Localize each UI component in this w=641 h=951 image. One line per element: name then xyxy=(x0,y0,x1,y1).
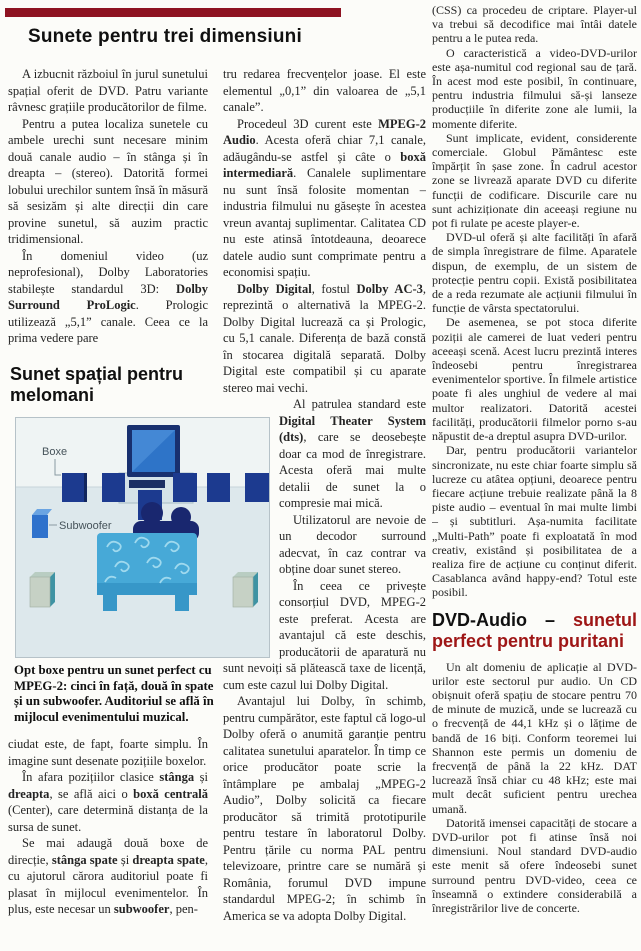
text: tru redarea frecvențelor joase. El este elementul „0,1” din valoarea de „5,1 canale”. xyxy=(223,67,426,114)
figure-caption: Opt boxe pentru un sunet perfect cu MPEG-2: cinci în față, două în spate și un subwoofer. Auditoriul se află în mijlocul evenimentului muzical. xyxy=(14,663,214,724)
column-1-top xyxy=(8,66,208,364)
column-3 xyxy=(432,3,637,951)
text: . Canalele suplimentare nu sunt însă folosite momentan – industria filmului nu găsește în acestea vreun avantaj suplimentar. Calitatea CD nu este atinsă întotdeauna, deoarece datele audio sunt comprimate pentru a economisi spațiu. xyxy=(223,166,426,279)
paragraph xyxy=(223,116,426,281)
text: În ceea ce privește consorțiul DVD, MPEG-2 este preferat. Acesta are avantajul că este deschis, producătorii de aparatură nu sunt nevoiți să plătească taxe de licență, cum este cazul lui Dolby Digital. xyxy=(223,578,426,692)
couch-leg-right xyxy=(175,593,189,611)
bold-text: Dolby Digital xyxy=(237,281,312,296)
text: A izbucnit războiul în jurul sunetului spațial oferit de DVD. Patru variante râvnesc grațiile producătorilor de filme. xyxy=(8,67,208,114)
paragraph xyxy=(8,736,208,769)
text: . Acesta oferă chiar 7,1 canale, adăugându-se astfel și câte o xyxy=(223,133,426,164)
column-2 xyxy=(223,66,426,951)
person-left-head xyxy=(141,502,163,524)
text: ciudat este, de fapt, foarte simplu. În imagine sunt desenate pozițiile boxelor. xyxy=(8,737,208,768)
text: Dar, pentru producătorii variantelor sincronizate, nu este chiar foarte simplu să lucreze cu atâtea opțiuni, deoarece pentru fiecare acțiune trebuie realizate până la 8 piste audio – eventual în mai multe limbi – și subtitluri. Așa-numita facilitate „Multi-Path” poate fi exploatată în mod creativ, existând și posibilitatea de a realiza fire de acțiune cu conținut diferit. Casablanca având happy-end? Totul este posibil. xyxy=(432,443,637,600)
bold-text: boxă intermediară xyxy=(223,149,426,180)
bold-text: Dolby AC-3 xyxy=(356,281,423,296)
text: Se mai adaugă două boxe de direcție, xyxy=(8,836,208,867)
text: O caracteristică a video-DVD-urilor este așa-numitul cod regional sau de țară. În acest mod este posibil, în continuare, pentru industria filmului să-și lanseze producțiile în diferite zone ale lumii, la momente diferite. xyxy=(432,45,637,131)
label-boxe: Boxe xyxy=(42,446,68,458)
front-speaker-center-left xyxy=(102,473,125,502)
text: și xyxy=(194,770,208,784)
bold-text: Dolby Surround ProLogic xyxy=(8,281,208,312)
label-subwoofer: Subwoofer xyxy=(59,520,112,532)
heading-red-part: sunetul perfect pentru puritani xyxy=(432,609,637,651)
paragraph xyxy=(432,131,637,230)
text: , cu ajutorul cărora auditoriul poate fi plasat în mijlocul evenimentelor. În plus, este necesar un xyxy=(8,852,208,916)
text: De asemenea, se pot stoca diferite poziții ale camerei de luat vederi pentru aceeași scenă. Acest lucru prezintă interes îndeosebi pentru înregistrarea evenimentelor sportive. În filmele artistice poate fi ales unghiul de vedere al mai multor realizatori. Datorită acestei facilități, producătorii filmelor porno s-au năpustit de-a dreptul asupra DVD-urilor. xyxy=(432,315,637,444)
text: (CSS) ca procedeu de criptare. Player-ul va trebui să decodifice mai întâi datele pentru a le putea reda. xyxy=(432,3,637,46)
paragraph xyxy=(432,816,637,915)
bold-text: stânga spate xyxy=(51,852,118,867)
column-3-bottom xyxy=(432,660,637,916)
bold-text: dreapta spate xyxy=(132,852,205,867)
text: , pen- xyxy=(169,902,198,916)
paragraph xyxy=(432,443,637,599)
text: Procedeul 3D curent este xyxy=(237,116,379,131)
text: Al patrulea standard este xyxy=(293,397,426,411)
subwoofer-box xyxy=(32,515,48,538)
text: În domeniul video (uz neprofesional), Dolby Laboratories stabilește standardul 3D: xyxy=(8,248,208,296)
text: Utilizatorul are nevoie de un decodor surround adecvat, în caz contrar va obține doar sunet stereo. xyxy=(279,512,426,576)
paragraph xyxy=(432,315,637,443)
bold-text: stânga xyxy=(159,770,195,784)
text: , reprezintă o alternativă la MPEG-2. Dolby Digital lucrează ca și Prologic, cu 5,1 canale. Diferența de bază constă în stocarea digitală separată. Dolby Digital este compatibil și cu aparate stereo mai vechi. xyxy=(223,281,426,395)
paragraph xyxy=(8,248,208,347)
text: , fostul xyxy=(311,281,357,296)
tv-stand-player-slot xyxy=(129,480,165,488)
paragraph xyxy=(223,693,426,924)
paragraph xyxy=(8,116,208,248)
bold-text: Digital Theater System (dts) xyxy=(279,413,426,444)
paragraph xyxy=(8,835,208,918)
paragraph xyxy=(8,66,208,116)
column-3-top xyxy=(432,3,637,600)
image-wrap-spacer xyxy=(223,396,279,646)
text: Avantajul lui Dolby, în schimb, pentru cumpărător, este faptul că logo-ul Dolby oferă o anumită garanție pentru calitatea sunetului aparatelor. În timp ce orice producător poate scrie la întâmplare pe ambalaj „MPEG-2 Audio”, Dolby solicită ca fiecare producător să trimită prototipurile pentru testare în laboratorul Dolby. Pentru țările cu norma PAL pentru televizoare, printre care se numără și România, forumul DVD impune standardul MPEG-2; în schimb în America se va adopta Dolby Digital. xyxy=(223,694,426,923)
section-heading-dvd-audio xyxy=(432,610,637,652)
rear-speaker-left xyxy=(30,577,50,607)
bold-text: boxă centrală xyxy=(133,786,208,801)
paragraph xyxy=(432,3,637,46)
text: Un alt domeniu de aplicație al DVD-urilor este sectorul pur audio. Un CD obișnuit oferă spațiu de stocare pentru 70 de minute de muzică, unde se lucrează cu o frecvență de 44,1 kHz și o lățime de bandă de 16 biți. Conform teoremei lui Shannon este permis un domeniu de frecvență de până la 22 kHz. DAT lucrează însă chiar cu 48 kHz; este mai mult decât suficient pentru urechea umană. xyxy=(432,659,637,816)
bold-text: dreapta xyxy=(8,786,50,801)
accent-bar xyxy=(5,8,341,17)
paragraph xyxy=(8,769,208,835)
text: , se află aici o xyxy=(49,786,134,801)
text: Datorită imensei capacități de stocare a DVD-urilor pot fi atinse însă noi dimensiuni. Noul standard DVD-audio este menit să ofere îndeosebi sunet surround pentru DVD-video, ceea ce înseamnă o extindere considerabilă a înregistrărilor live de concerte. xyxy=(432,815,637,915)
text: și xyxy=(117,852,133,867)
bold-text: subwoofer xyxy=(113,902,170,916)
front-speaker-left xyxy=(62,473,87,502)
couch-leg-left xyxy=(103,593,117,611)
bold-text: MPEG-2 Audio xyxy=(223,116,426,147)
front-speaker-center-right xyxy=(173,473,197,502)
section-heading-spatial-sound: Sunet spațial pentru melomani xyxy=(10,364,184,405)
text: , care se deosebește doar ca mod de înregistrare. Acesta oferă mai multe detalii de sunet la o compresie mai mică. xyxy=(279,430,426,510)
text: DVD-ul oferă și alte facilități în afară de simpla înregistrare de filme. Aparatele dispun, de exemplu, de un sistem de protecție pentru copii. Există posibilitatea de a reda rezumate ale acțiunii filmului în funcție de vârsta spectatorului. xyxy=(432,230,637,316)
page-title: Sunete pentru trei dimensiuni xyxy=(28,26,302,47)
text: Sunt implicate, evident, considerente comerciale. Globul Pământesc este împărțit în șase zone. În cadrul acestor zone se livrează aparate DVD cu diferite funcții de codificare. Discurile care nu sunt achiziționate din aceeași regiune nu pot fi rulate pe aceste player-e. xyxy=(432,130,637,231)
paragraph xyxy=(432,230,637,315)
text: Pentru a putea localiza sunetele cu ambele urechi sunt necesare minim două canale audio – în stânga și în dreapta – (stereo). Datorită formei lobului urechilor suntem însă în măsură să sesizăm și alte direcții din care provine sunetul, să auzim practic tridimensional. xyxy=(8,116,208,246)
text: . Prologic utilizează „5,1” canale. Ceea ce la prima vedere pare xyxy=(8,298,208,345)
column-1-bottom xyxy=(8,736,208,951)
rear-speaker-left-side xyxy=(50,572,55,607)
paragraph xyxy=(223,281,426,397)
paragraph xyxy=(432,660,637,816)
text: (Center), care determină distanța de la sursa de sunet. xyxy=(8,803,208,834)
front-speaker-left-shade xyxy=(84,473,87,502)
paragraph xyxy=(432,46,637,131)
text: În afara pozițiilor clasice xyxy=(22,770,160,784)
heading-black-part: DVD-Audio – xyxy=(432,609,573,630)
paragraph xyxy=(223,66,426,116)
